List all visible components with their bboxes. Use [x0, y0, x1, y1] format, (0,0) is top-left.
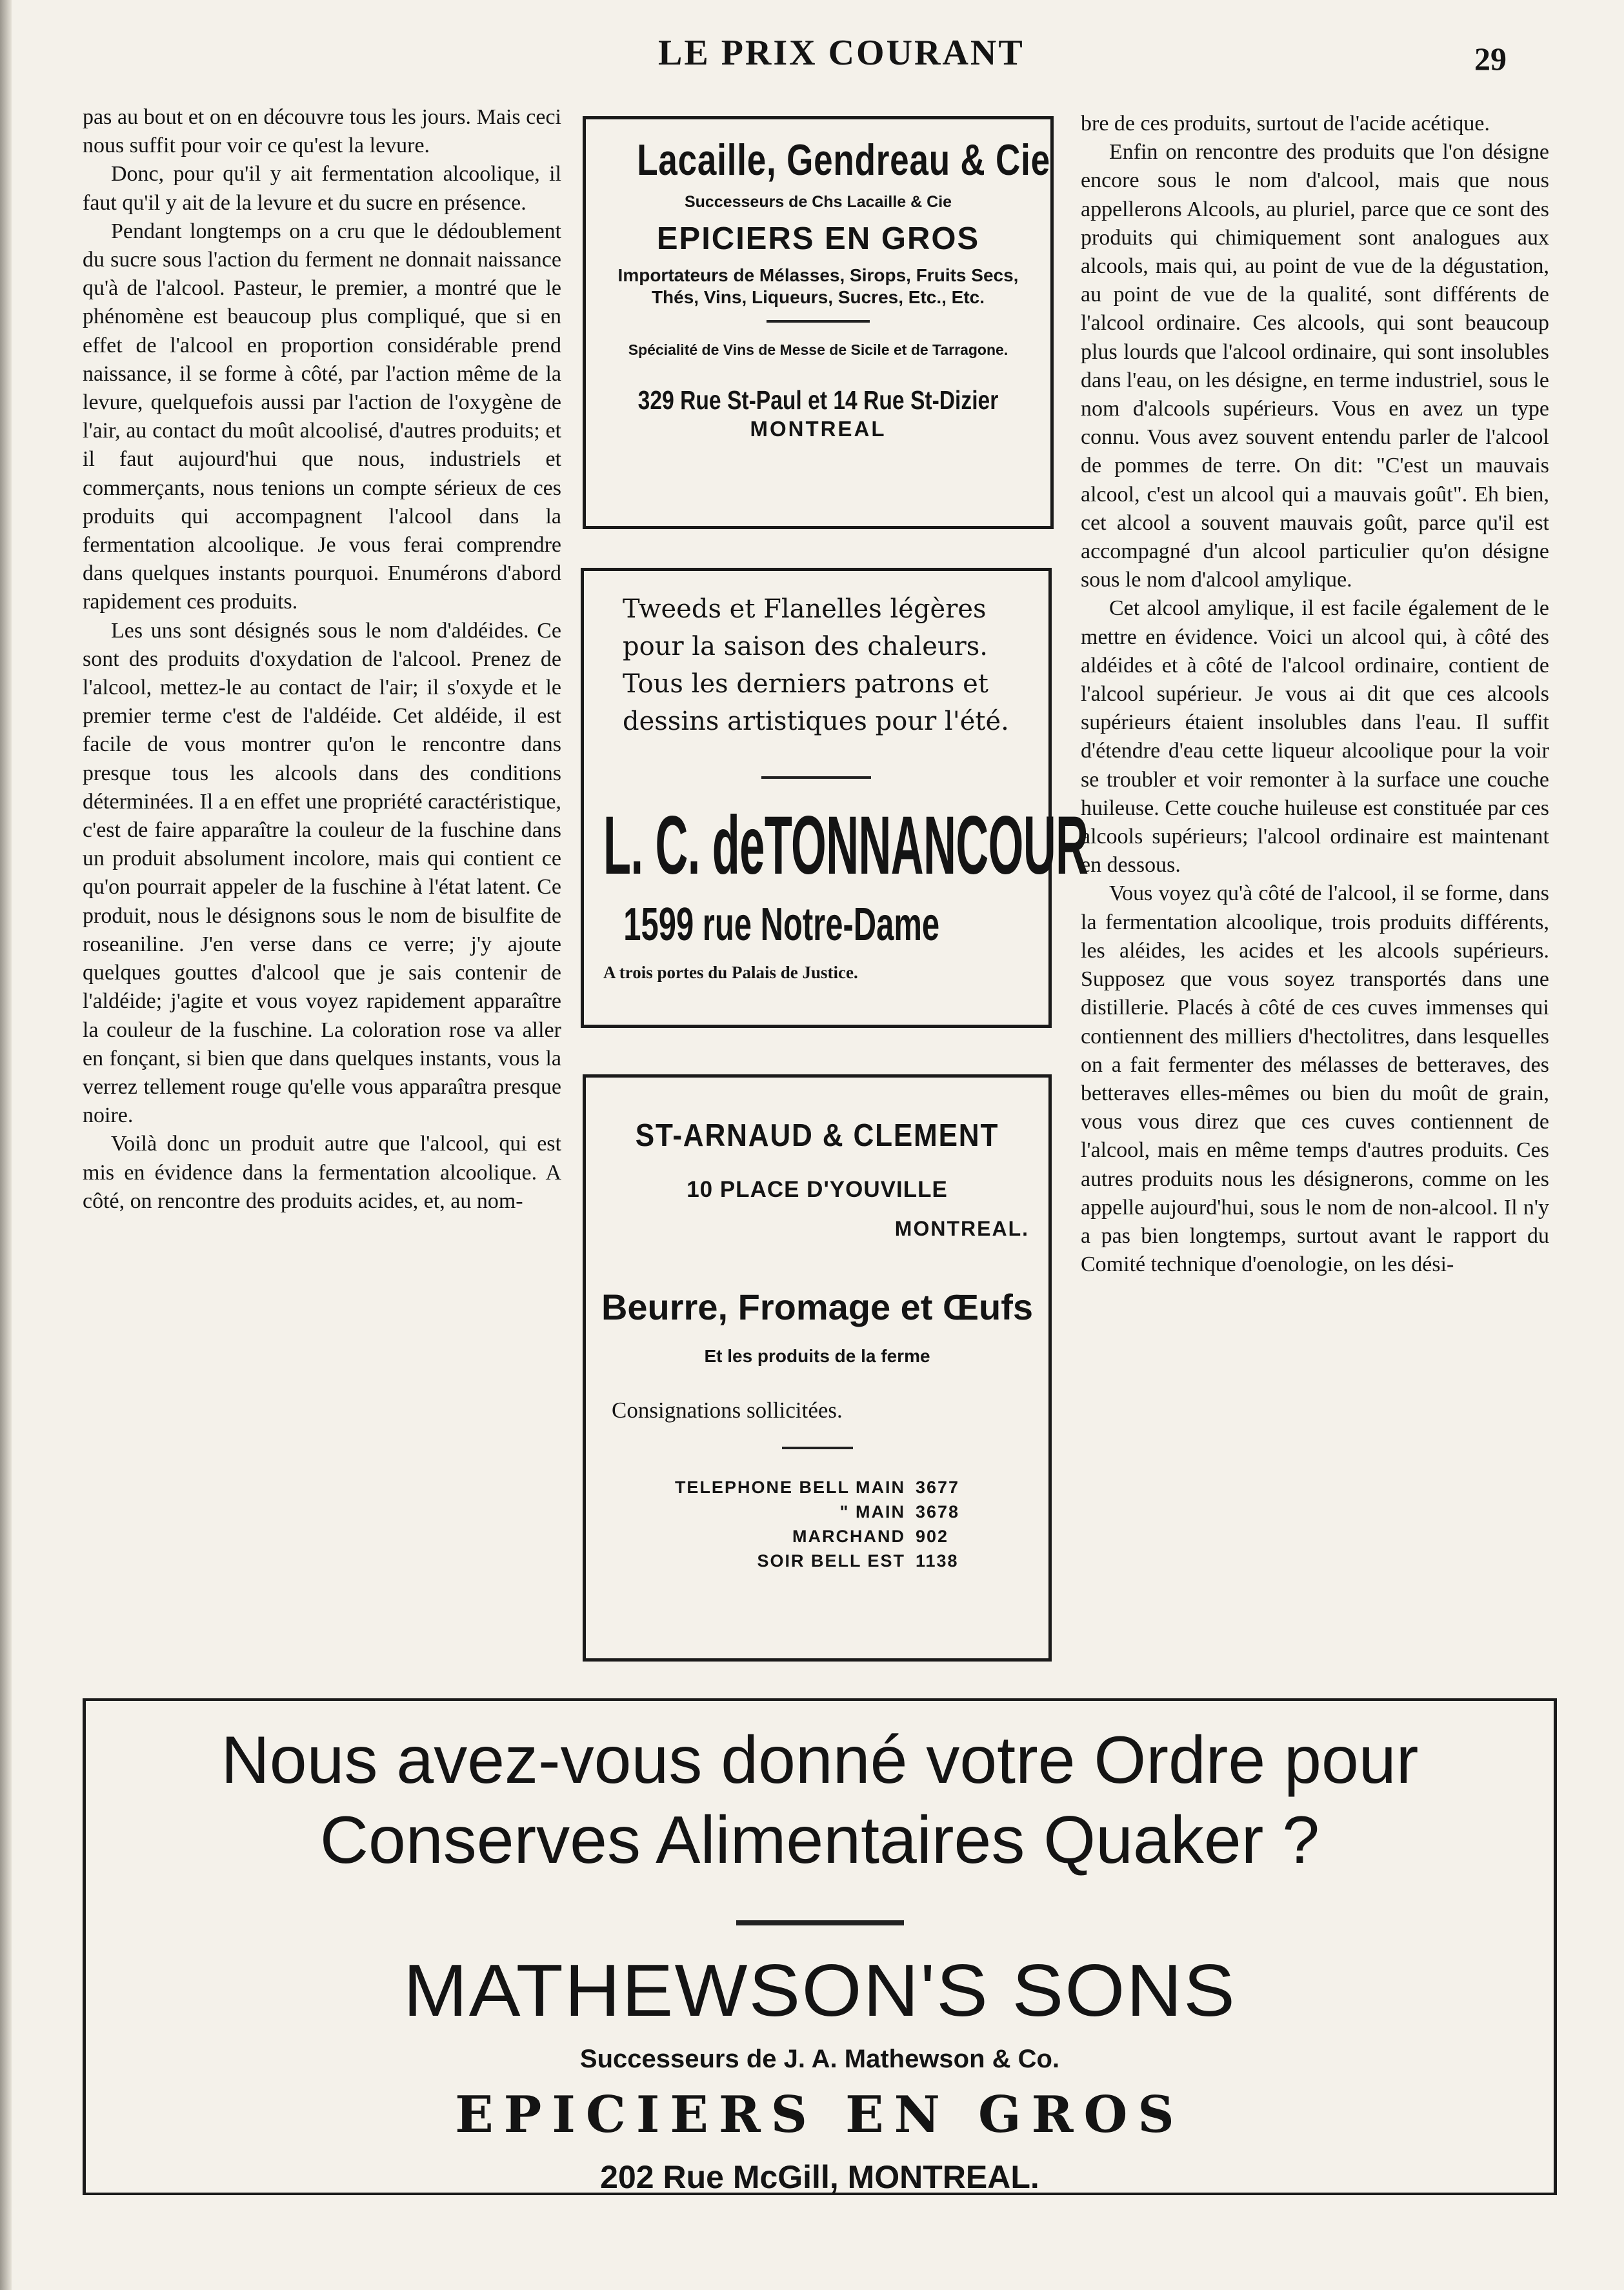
- page-edge-shadow: [0, 0, 12, 2290]
- table-row: [670, 1524, 965, 1549]
- ad-street: 10 PLACE D'YOUVILLE: [687, 1177, 948, 1202]
- ad-city: MONTREAL.: [894, 1217, 1029, 1240]
- ad-firm-name: L. C. deTONNANCOUR: [603, 799, 1088, 892]
- phone-number: 3677: [915, 1478, 960, 1497]
- ad-address: 1599 rue Notre-Dame: [623, 899, 940, 950]
- left-text-column: [83, 103, 561, 1216]
- ad-trade: EPICIERS EN GROS: [455, 2085, 1185, 2144]
- phone-label: SOIR BELL EST: [757, 1551, 905, 1571]
- ad-imports: Importateurs de Mélasses, Sirops, Fruits Secs, Thés, Vins, Liqueurs, Sucres, Etc., Etc.: [617, 265, 1019, 307]
- phone-label: TELEPHONE BELL MAIN: [674, 1478, 905, 1497]
- ad-specialty: Spécialité de Vins de Messe de Sicile et de Tarragone.: [628, 341, 1008, 358]
- ad-address: 202 Rue McGill, MONTREAL.: [600, 2159, 1039, 2195]
- paragraph: Cet alcool amylique, il est facile également de le mettre en évidence. Voici un alcool qui, à côté des aldéides et à côté de l'alcool ordinaire, contient de l'alcool supérieur. Je vous ai dit que ces alcools supérieurs étaient insolubles dans l'eau. Il suffit d'étendre d'eau cette liqueur alcoolique pour la voir se troubler et voir remonter à la surface une couche huileuse. Cette couche huileuse est constituée par ces alcools supérieurs; l'alcool ordinaire est maintenant en dessous.: [1081, 596, 1549, 878]
- paragraph: Les uns sont désignés sous le nom d'aldéides. Ce sont des produits d'oxydation de l'alcool. Prenez de l'alcool, mettez-le au contact de l'air; il s'oxyde et le premier terme c'est de l'aldéide. Cet aldéide, il est facile de vous montrer qu'on le rencontre dans presque tous les alcools dans des conditions déterminées. Il a en effet une propriété caractéristique, c'est de faire apparaître la couleur de la fuschine dans un produit absolument incolore, mais qui contient ce qu'on pourrait appeler de la fuschine à l'état latent. Ce produit, nous le désignons sous le nom de bisulfite de roseaniline. J'en verse dans ce verre; j'y ajoute quelques gouttes d'alcool que je sais contenir de l'aldéide; j'agite et vous voyez rapidement apparaître la couleur de la fuschine. La coloration rose va aller en fonçant, si bien que dans quelques instants, vous la verrez tellement rouge qu'elle vous apparaîtra presque noire.: [83, 618, 561, 1128]
- paragraph: pas au bout et on en découvre tous les jours. Mais ceci nous suffit pour voir ce qu'est la levure.: [83, 105, 561, 158]
- ad-city: MONTREAL: [750, 417, 887, 441]
- ad-firm-name: ST-ARNAUD & CLEMENT: [635, 1118, 999, 1153]
- phone-table: [670, 1475, 965, 1573]
- phone-label: MARCHAND: [792, 1527, 905, 1546]
- ad-question-line-1: Nous avez-vous donné votre Ordre pour: [221, 1723, 1419, 1798]
- ad-address: 329 Rue St-Paul et 14 Rue St-Dizier: [637, 385, 999, 415]
- table-row: [670, 1549, 965, 1573]
- right-text-column: [1081, 110, 1549, 1279]
- phone-number: 902: [915, 1527, 949, 1546]
- paragraph: Vous voyez qu'à côté de l'alcool, il se forme, dans la fermentation alcoolique, trois produits différents, les aléides, les acides et les alcools supérieurs. Supposez que vous soyez transportés dans une distillerie. Placés à côté de ces cuves immenses qui contiennent des milliers d'hectolitres, dans lesquelles on a fait fermenter des mélasses de betteraves, des betteraves elles-mêmes ou bien du moût de grain, vous vous direz que ces cuves contiennent de l'alcool, mais en même temps d'autres produits. Ces autres produits nous les désignerons, comme on les appelle aujourd'hui, sous le nom de non-alcool. Il n'y a pas bien longtemps, surtout avant le rapport du Comité technique d'oenologie, on les dési-: [1081, 881, 1549, 1277]
- table-row: [670, 1500, 965, 1524]
- phone-number: 1138: [915, 1551, 959, 1571]
- ad-tonnancour: [581, 568, 1088, 1028]
- ad-successors: Successeurs de Chs Lacaille & Cie: [684, 193, 952, 211]
- divider: [736, 1920, 904, 1925]
- paragraph: Pendant longtemps on a cru que le dédoublement du sucre sous l'action du ferment ne donnait naissance qu'à de l'alcool. Pasteur, le premier, a montré que le phénomène est beaucoup plus compliqué, que si en effet de l'alcool en proportion considérable prend naissance, il se forme à côté, par l'action même de la levure, quelquefois aussi par l'action de l'oxygène de l'air, au contact du moût alcoolisé, d'autres produits; et il faut aujourd'hui que nous, industriels et commerçants, nous tenions un compte sérieux de ces produits qui accompagnent l'alcool dans la fermentation alcoolique. Je vous ferai comprendre dans quelques instants pourquoi. Enumérons d'abord rapidement ces produits.: [83, 219, 561, 614]
- phone-number: 3678: [915, 1502, 960, 1522]
- ad-firm-name: Lacaille, Gendreau & Cie: [637, 136, 1050, 185]
- ad-tagline: Tweeds et Flanelles légères pour la saison des chaleurs. Tous les derniers patrons et dessins artistiques pour l'été.: [623, 594, 1009, 736]
- divider: [761, 776, 871, 779]
- ad-mathewson-sons: [83, 1698, 1557, 2195]
- running-header: [0, 26, 1624, 84]
- ad-location: A trois portes du Palais de Justice.: [603, 963, 858, 982]
- paragraph: Donc, pour qu'il y ait fermentation alcoolique, il faut qu'il y ait de la levure et du sucre en présence.: [83, 162, 561, 215]
- ad-lacaille-gendreau: [583, 116, 1054, 529]
- ad-firm-name: MATHEWSON'S SONS: [403, 1950, 1237, 2032]
- ad-st-arnaud-clement: [583, 1074, 1052, 1662]
- ad-sub-goods: Et les produits de la ferme: [704, 1346, 930, 1366]
- paragraph: Enfin on rencontre des produits que l'on désigne encore sous le nom d'alcool, mais que nous appellerons Alcools, au pluriel, parce que ce sont des produits qui chimiquement sont analogues aux alcools, mais qui, au point de vue de la dégustation, au point de vue de la qualité, sont différents de l'alcool ordinaire. Ces alcools, qui sont beaucoup plus lourds que l'alcool ordinaire, qui sont insolubles dans l'eau, on les désigne, en terme industriel, sous le nom d'alcools supérieurs. Vous en avez un type connu. Vous avez souvent entendu parler de l'alcool de pommes de terre. On dit: "C'est un mauvais alcool, c'est un alcool qui a mauvais goût". Eh bien, cet alcool a souvent mauvais goût, parce qu'il est accompagné d'un alcool particulier qu'on désigne sous le nom d'alcool amylique.: [1081, 140, 1549, 592]
- divider: [782, 1447, 853, 1449]
- ad-successors: Successeurs de J. A. Mathewson & Co.: [579, 2045, 1060, 2073]
- paragraph: bre de ces produits, surtout de l'acide acétique.: [1081, 112, 1490, 136]
- table-row: [670, 1475, 965, 1500]
- ad-consignment: Consignations sollicitées.: [612, 1398, 843, 1423]
- ad-trade: EPICIERS EN GROS: [656, 221, 980, 256]
- divider: [767, 320, 870, 323]
- ad-goods: Beurre, Fromage et Œufs: [601, 1287, 1034, 1327]
- paragraph: Voilà donc un produit autre que l'alcool, qui est mis en évidence dans la fermentation alcoolique. A côté, on rencontre des produits acides, et, au nom-: [83, 1132, 561, 1213]
- journal-title: LE PRIX COURANT: [658, 33, 1025, 73]
- ad-question-line-2: Conserves Alimentaires Quaker ?: [319, 1803, 1320, 1878]
- phone-label: " MAIN: [839, 1502, 905, 1522]
- page-number: 29: [1474, 41, 1507, 77]
